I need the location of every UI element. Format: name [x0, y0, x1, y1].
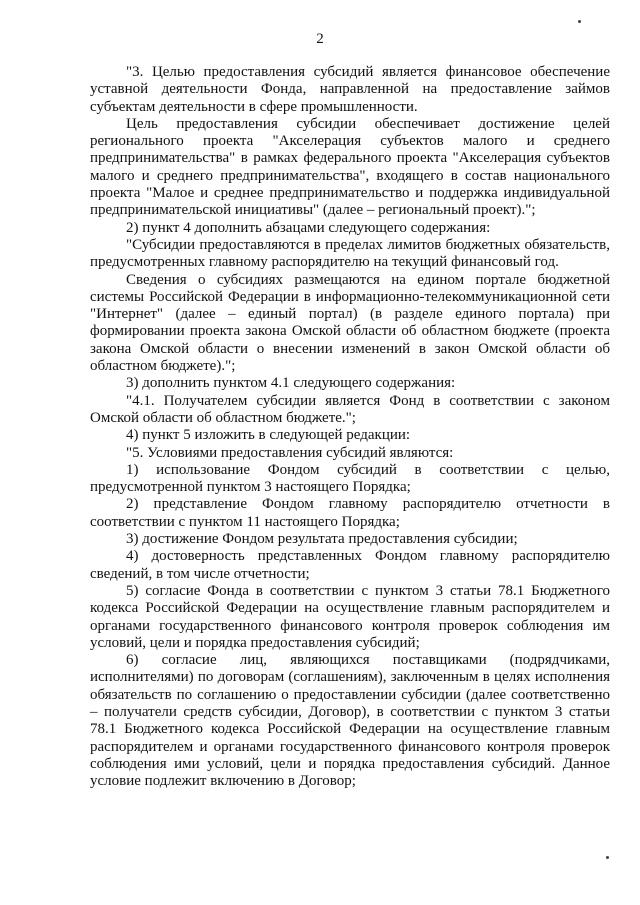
paragraph-condition-2: 2) представление Фондом главному распорядителю отчетности в соответствии с пунктом 11 настоящего Порядка;: [90, 496, 610, 530]
scan-artifact-dot: [578, 20, 581, 23]
paragraph-condition-3: 3) достижение Фондом результата предоставления субсидии;: [126, 531, 518, 548]
paragraph-item-3-goal: "3. Целью предоставления субсидий является финансовое обеспечение уставной деятельности Фонда, направленной на предоставление займов субъектам деятельности в сфере промышленности.: [90, 64, 610, 115]
paragraph-condition-5: 5) согласие Фонда в соответствии с пунктом 3 статьи 78.1 Бюджетного кодекса Российской Федерации на осуществление главным распорядителем и органами государственного финансового контроля проверок соблюдения им условий, цели и порядка предоставления субсидий;: [90, 582, 610, 651]
paragraph-item-5-conditions: "5. Условиями предоставления субсидий являются:: [126, 444, 454, 461]
paragraph-condition-4: 4) достоверность представленных Фондом главному распорядителю сведений, в том числе отчетности;: [90, 548, 610, 582]
page-number: 2: [316, 31, 324, 47]
paragraph-subsidy-limits: "Субсидии предоставляются в пределах лимитов бюджетных обязательств, предусмотренных главному распорядителю на текущий финансовый год.: [90, 236, 610, 271]
paragraph-amendment-4: 4) пункт 5 изложить в следующей редакции:: [126, 427, 411, 444]
paragraph-amendment-2: 2) пункт 4 дополнить абзацами следующего содержания:: [126, 219, 491, 236]
scan-artifact-dot: [606, 856, 609, 859]
paragraph-condition-6: 6) согласие лиц, являющихся поставщиками (подрядчиками, исполнителями) по договорам (соглашениям), заключенным в целях исполнения обязательств по соглашению о предоставлении субсидии (далее соответственно – получатели средств субсидии, Договор), в соответствии с пунктом 3 статьи 78.1 Бюджетного кодекса Российской Федерации на осуществление главным распорядителем и органами государственного финансового контроля проверок соблюдения ими условий, цели и порядка предоставления субсидий. Данное условие подлежит включению в Договор;: [90, 652, 610, 790]
document-body: [90, 64, 610, 790]
paragraph-condition-1: 1) использование Фондом субсидий в соответствии с целью, предусмотренной пунктом 3 настоящего Порядка;: [90, 461, 610, 496]
paragraph-unified-portal: Сведения о субсидиях размещаются на едином портале бюджетной системы Российской Федерации в информационно-телекоммуникационной сети "Интернет" (далее – единый портал) (в разделе единого портала) при формировании проекта закона Омской области об областном бюджете (проекта закона Омской области о внесении изменений в закон Омской области об областном бюджете).";: [90, 271, 610, 375]
paragraph-item-4-1: "4.1. Получателем субсидии является Фонд в соответствии с законом Омской области об областном бюджете.";: [90, 392, 610, 426]
paragraph-amendment-3: 3) дополнить пунктом 4.1 следующего содержания:: [126, 375, 456, 392]
paragraph-goal-regional-project: Цель предоставления субсидии обеспечивает достижение целей регионального проекта "Акселерация субъектов малого и среднего предпринимательства" в рамках федерального проекта "Акселерация субъектов малого и среднего предпринимательства", входящего в состав национального проекта "Малое и среднее предпринимательство и поддержка индивидуальной предпринимательской инициативы" (далее – региональный проект).";: [90, 115, 610, 219]
